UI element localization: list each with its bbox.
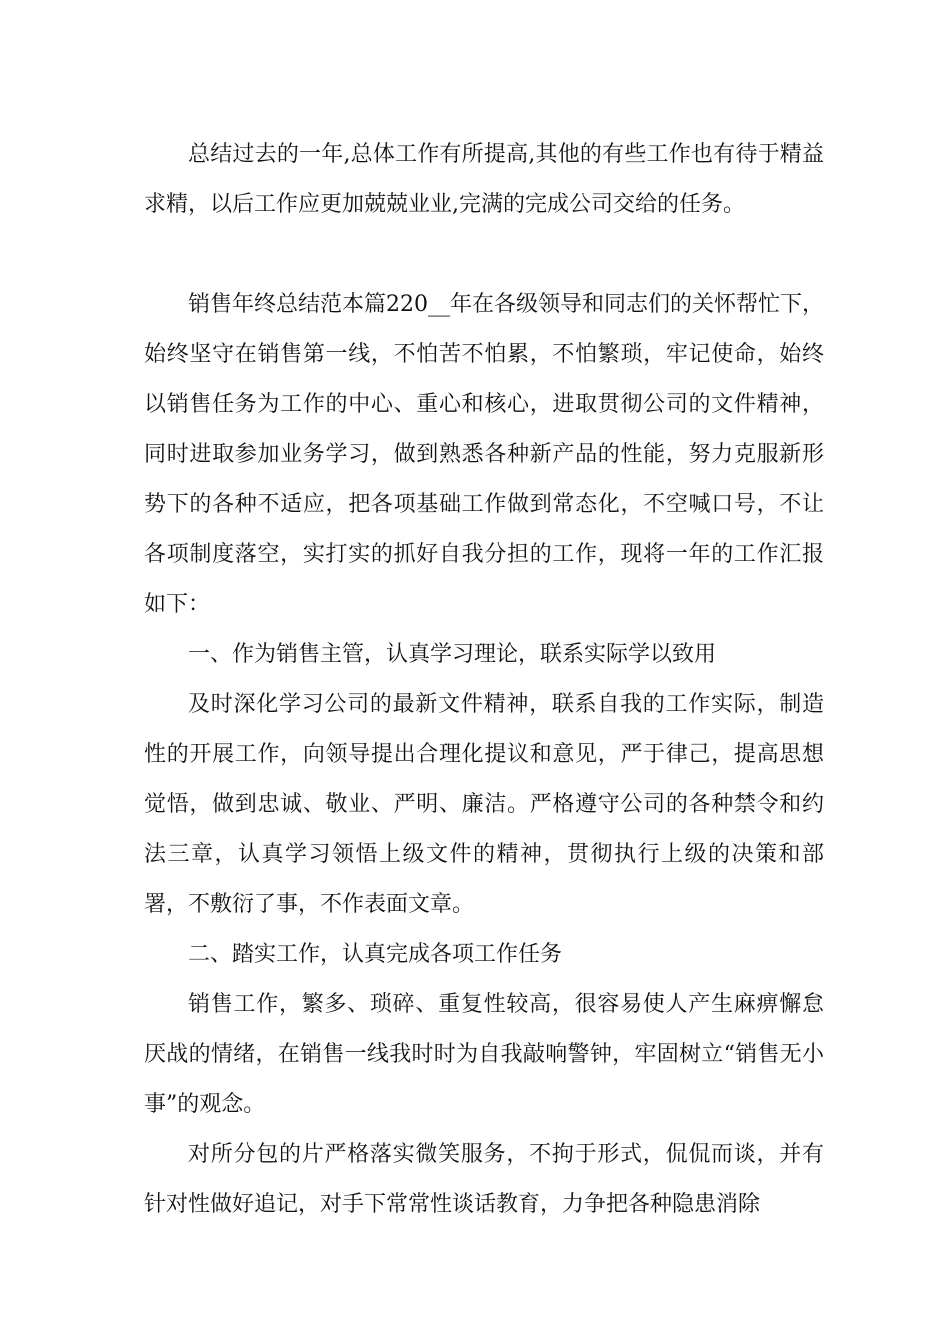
paragraph-summary: 总结过去的一年,总体工作有所提高,其他的有些工作也有待于精益求精，以后工作应更加兢兢业业,完满的完成公司交给的任务。 xyxy=(144,142,824,217)
paragraph-section-2a: 销售工作，繁多、琐碎、重复性较高，很容易使人产生麻痹懈怠厌战的情绪，在销售一线我时时为自我敲响警钟，牢固树立“销售无小事”的观念。 xyxy=(144,992,824,1117)
paragraph-section-1: 及时深化学习公司的最新文件精神，联系自我的工作实际，制造性的开展工作，向领导提出合理化提议和意见，严于律己，提高思想觉悟，做到忠诚、敬业、严明、廉洁。严格遵守公司的各种禁令和约法三章，认真学习领悟上级文件的精神，贯彻执行上级的决策和部署，不敷衍了事，不作表面文章。 xyxy=(144,692,824,917)
section-heading-2: 二、踏实工作，认真完成各项工作任务 xyxy=(188,942,563,967)
paragraph-section-2b: 对所分包的片严格落实微笑服务，不拘于形式，侃侃而谈，并有针对性做好追记，对手下常常性谈话教育，力争把各种隐患消除 xyxy=(144,1142,824,1217)
section-heading-1: 一、作为销售主管，认真学习理论，联系实际学以致用 xyxy=(188,642,717,667)
paragraph-intro: 销售年终总结范本篇220__年在各级领导和同志们的关怀帮忙下，始终坚守在销售第一线，不怕苦不怕累，不怕繁琐，牢记使命，始终以销售任务为工作的中心、重心和核心，进取贯彻公司的文件精神，同时进取参加业务学习，做到熟悉各种新产品的性能，努力克服新形势下的各种不适应，把各项基础工作做到常态化，不空喊口号，不让各项制度落空，实打实的抓好自我分担的工作，现将一年的工作汇报如下： xyxy=(144,292,824,617)
document-body xyxy=(144,130,824,1230)
paragraph-gap xyxy=(144,230,824,280)
